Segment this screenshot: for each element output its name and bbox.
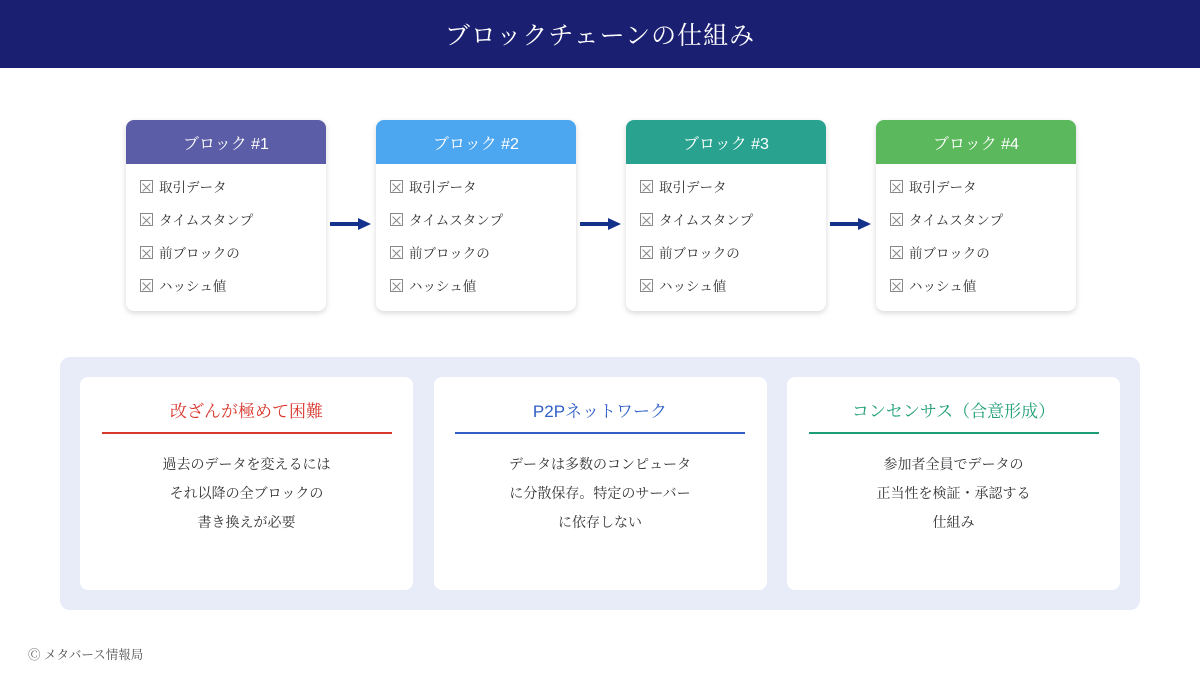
block-line-text: 取引データ (409, 180, 477, 195)
arrow-right-icon (830, 218, 872, 230)
features-panel (60, 357, 1140, 610)
bullet-box-icon (140, 279, 153, 292)
bullet-box-icon (640, 246, 653, 259)
block-line-text: 前ブロックの (159, 246, 240, 261)
bullet-box-icon (140, 246, 153, 259)
block-line-text: 取引データ (159, 180, 227, 195)
bullet-box-icon (640, 213, 653, 226)
block-card-2-body (376, 164, 576, 311)
feature-card-p2p-network[interactable] (434, 377, 767, 590)
feature-line: それ以降の全ブロックの (169, 485, 324, 501)
block-list-item (640, 209, 812, 229)
feature-line: に分散保存。特定のサーバー (509, 485, 691, 501)
block-card-4-title: ブロック #4 (933, 135, 1019, 153)
block-list-item (390, 275, 562, 295)
feature-line: 参加者全員でデータの (883, 456, 1024, 472)
block-list-item (390, 176, 562, 196)
bullet-box-icon (890, 246, 903, 259)
page-header (0, 0, 1200, 68)
block-list-item (640, 242, 812, 262)
block-card-3-header (626, 120, 826, 164)
feature-line: に依存しない (558, 514, 642, 530)
block-card-2-header (376, 120, 576, 164)
bullet-box-icon (390, 213, 403, 226)
block-list-item (140, 275, 312, 295)
block-list-item (390, 242, 562, 262)
block-list-item (140, 209, 312, 229)
block-line-text: タイムスタンプ (659, 213, 754, 228)
block-card-1[interactable] (126, 120, 326, 311)
block-card-3-title: ブロック #3 (683, 135, 769, 153)
feature-card-title: P2Pネットワーク (532, 402, 668, 421)
block-list-item (890, 176, 1062, 196)
block-card-4-body (876, 164, 1076, 311)
block-line-text: タイムスタンプ (159, 213, 254, 228)
feature-card-body (509, 450, 691, 537)
block-list-item (890, 275, 1062, 295)
bullet-box-icon (640, 180, 653, 193)
block-line-text: ハッシュ値 (659, 279, 727, 294)
block-line-text: ハッシュ値 (159, 279, 227, 294)
block-card-2-title: ブロック #2 (433, 135, 519, 153)
block-line-text: ハッシュ値 (409, 279, 477, 294)
feature-card-consensus[interactable] (787, 377, 1120, 590)
block-card-4[interactable] (876, 120, 1076, 311)
feature-line: 仕組み (932, 514, 975, 530)
bullet-box-icon (140, 180, 153, 193)
feature-line: 過去のデータを変えるには (162, 456, 331, 472)
block-list-item (890, 242, 1062, 262)
blockchain-blocks-row (126, 120, 1078, 322)
feature-card-title: 改ざんが極めて困難 (170, 402, 323, 421)
block-line-text: タイムスタンプ (409, 213, 504, 228)
block-line-text: 前ブロックの (659, 246, 740, 261)
block-list-item (140, 242, 312, 262)
bullet-box-icon (140, 213, 153, 226)
block-list-item (640, 176, 812, 196)
bullet-box-icon (640, 279, 653, 292)
block-line-text: タイムスタンプ (909, 213, 1004, 228)
feature-card-rule (809, 432, 1099, 434)
feature-card-rule (102, 432, 392, 434)
bullet-box-icon (390, 246, 403, 259)
block-card-3-body (626, 164, 826, 311)
block-line-text: 前ブロックの (409, 246, 490, 261)
block-card-3[interactable] (626, 120, 826, 311)
block-list-item (140, 176, 312, 196)
feature-card-title: コンセンサス（合意形成） (851, 402, 1056, 421)
feature-line: 正当性を検証・承認する (876, 485, 1031, 501)
block-card-4-header (876, 120, 1076, 164)
footer-credit: Ⓒ メタバース情報局 (28, 648, 144, 662)
block-line-text: 前ブロックの (909, 246, 990, 261)
bullet-box-icon (890, 279, 903, 292)
feature-line: データは多数のコンピュータ (509, 456, 691, 472)
block-list-item (640, 275, 812, 295)
bullet-box-icon (890, 180, 903, 193)
block-card-2[interactable] (376, 120, 576, 311)
arrow-gap-1 (326, 120, 376, 322)
block-line-text: 取引データ (659, 180, 727, 195)
arrow-gap-2 (576, 120, 626, 322)
page-title: ブロックチェーンの仕組み (444, 22, 756, 50)
arrow-right-icon (580, 218, 622, 230)
arrow-gap-3 (826, 120, 876, 322)
block-line-text: 取引データ (909, 180, 977, 195)
bullet-box-icon (390, 279, 403, 292)
bullet-box-icon (390, 180, 403, 193)
feature-card-body (877, 450, 1031, 537)
bullet-box-icon (890, 213, 903, 226)
block-card-1-header (126, 120, 326, 164)
block-list-item (390, 209, 562, 229)
block-list-item (890, 209, 1062, 229)
block-card-1-body (126, 164, 326, 311)
block-line-text: ハッシュ値 (909, 279, 977, 294)
feature-card-rule (455, 432, 745, 434)
feature-line: 書き換えが必要 (197, 514, 296, 530)
arrow-right-icon (330, 218, 372, 230)
feature-card-tamper-resistance[interactable] (80, 377, 413, 590)
feature-card-body (163, 450, 331, 537)
block-card-1-title: ブロック #1 (183, 135, 269, 153)
